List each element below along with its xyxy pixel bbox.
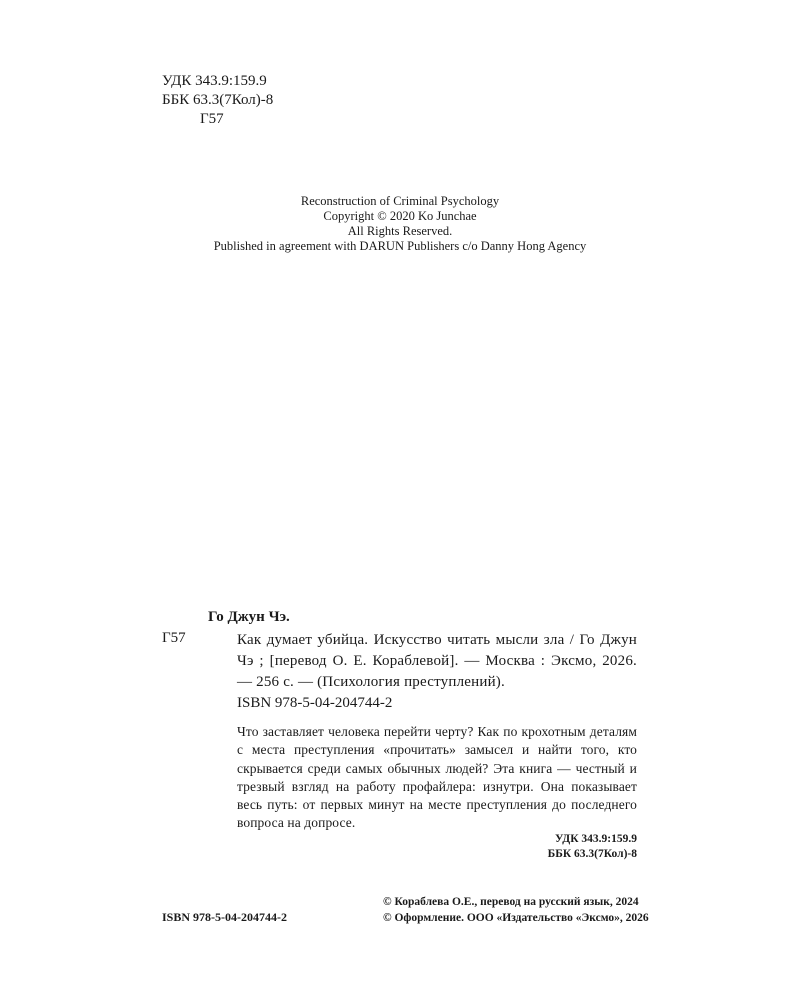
udk-code-right: УДК 343.9:159.9 xyxy=(555,833,637,845)
publishing-agreement: Published in agreement with DARUN Publishers c/o Danny Hong Agency xyxy=(213,239,587,253)
original-copyright-block xyxy=(0,194,800,254)
catalog-mark: Г57 xyxy=(162,630,186,646)
udk-code: УДК 343.9:159.9 xyxy=(162,73,267,89)
copyright-notice: Copyright © 2020 Ko Junchae xyxy=(323,209,477,223)
bibliographic-description: Как думает убийца. Искусство читать мысли зла / Го Джун Чэ ; [перевод О. Е. Кораблевой]. — Москва : Эксмо, 2026. — 256 с. — (Психология преступлений). xyxy=(237,632,637,690)
catalog-isbn: ISBN 978-5-04-204744-2 xyxy=(237,695,393,711)
rights-reserved: All Rights Reserved. xyxy=(347,224,453,238)
design-copyright: © Оформление. ООО «Издательство «Эксмо», 2026 xyxy=(383,912,649,924)
footer-copyrights xyxy=(383,894,649,926)
footer-isbn: ISBN 978-5-04-204744-2 xyxy=(162,910,287,924)
catalog-author: Го Джун Чэ. xyxy=(208,609,290,625)
bbk-code-right: ББК 63.3(7Кол)-8 xyxy=(547,848,637,860)
original-title: Reconstruction of Criminal Psychology xyxy=(300,194,500,208)
author-mark: Г57 xyxy=(200,111,224,127)
classification-codes-right xyxy=(455,832,637,862)
translation-copyright: © Кораблева О.Е., перевод на русский язык, 2024 xyxy=(383,896,639,908)
bbk-code: ББК 63.3(7Кол)-8 xyxy=(162,92,274,108)
book-annotation: Что заставляет человека перейти черту? Как по крохотным деталям с места преступления «прочитать» замысел и найти того, кто скрывается среди самых обычных людей? Эта книга — честный и трезвый взгляд на работу профайлера: изнутри. Она показывает весь путь: от первых минут на месте преступления до последнего вопроса на допросе. xyxy=(237,724,637,831)
classification-codes-block xyxy=(162,72,273,129)
